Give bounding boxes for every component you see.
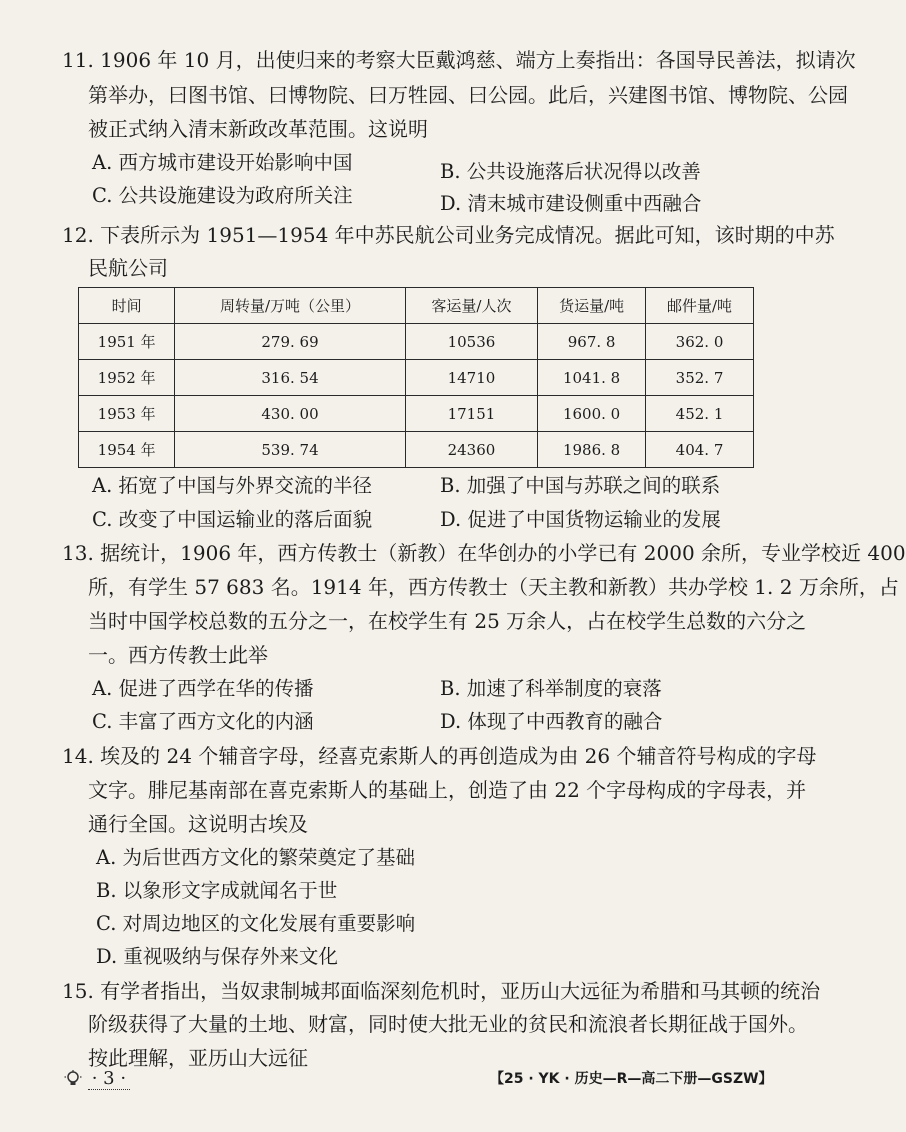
table-cell: 1951 年 (79, 324, 175, 360)
q13-option-c[interactable]: C. 丰富了西方文化的内涵 (92, 710, 314, 733)
table-cell: 17151 (405, 396, 537, 432)
q11-line-2: 第举办，曰图书馆、曰博物院、曰万牲园、曰公园。此后，兴建图书馆、博物院、公园 (88, 83, 848, 107)
airline-business-table (78, 287, 754, 468)
q11-option-a[interactable]: A. 西方城市建设开始影响中国 (92, 151, 353, 174)
table-cell: 316. 54 (175, 360, 405, 396)
table-cell: 24360 (405, 432, 537, 468)
q11-option-b[interactable]: B. 公共设施落后状况得以改善 (440, 160, 701, 183)
q11-option-c[interactable]: C. 公共设施建设为政府所关注 (92, 184, 353, 207)
table-header-cell: 货运量/吨 (538, 288, 646, 324)
q15-line-2: 阶级获得了大量的土地、财富，同时使大批无业的贫民和流浪者长期征战于国外。 (88, 1012, 808, 1036)
table-cell: 1952 年 (79, 360, 175, 396)
q12-line-1: 12. 下表所示为 1951—1954 年中苏民航公司业务完成情况。据此可知，该时期的中苏 (62, 223, 835, 247)
table-cell: 362. 0 (646, 324, 754, 360)
table-header-cell: 时间 (79, 288, 175, 324)
q15-line-1: 15. 有学者指出，当奴隶制城邦面临深刻危机时，亚历山大远征为希腊和马其顿的统治 (62, 979, 821, 1003)
q14-option-a[interactable]: A. 为后世西方文化的繁荣奠定了基础 (96, 846, 415, 869)
bulb-icon (64, 1070, 82, 1088)
table-header-cell: 邮件量/吨 (646, 288, 754, 324)
q13-line-2: 所，有学生 57 683 名。1914 年，西方传教士（天主教和新教）共办学校 1. 2 万余所，占 (88, 575, 899, 599)
table-cell: 1953 年 (79, 396, 175, 432)
table-cell: 430. 00 (175, 396, 405, 432)
table-row (79, 360, 754, 396)
exam-code: 【25 · YK · 历史—R—高二下册—GSZW】 (490, 1071, 773, 1087)
table-cell: 352. 7 (646, 360, 754, 396)
table-cell: 452. 1 (646, 396, 754, 432)
q12-option-d[interactable]: D. 促进了中国货物运输业的发展 (440, 508, 721, 531)
q13-option-d[interactable]: D. 体现了中西教育的融合 (440, 710, 663, 733)
table-cell: 14710 (405, 360, 537, 396)
q14-option-c[interactable]: C. 对周边地区的文化发展有重要影响 (96, 912, 416, 935)
q14-line-3: 通行全国。这说明古埃及 (88, 812, 308, 836)
q11-line-1: 11. 1906 年 10 月，出使归来的考察大臣戴鸿慈、端方上奏指出：各国导民善法，拟请次 (62, 48, 856, 72)
page-number (64, 1068, 130, 1090)
q13-option-b[interactable]: B. 加速了科举制度的衰落 (440, 677, 662, 700)
table-cell: 539. 74 (175, 432, 405, 468)
q12-option-c[interactable]: C. 改变了中国运输业的落后面貌 (92, 508, 373, 531)
table-cell: 1954 年 (79, 432, 175, 468)
q11-option-d[interactable]: D. 清末城市建设侧重中西融合 (440, 192, 702, 215)
q14-line-2: 文字。腓尼基南部在喜克索斯人的基础上，创造了由 22 个字母构成的字母表，并 (88, 778, 807, 802)
table-row (79, 324, 754, 360)
table-header-cell: 周转量/万吨（公里） (175, 288, 405, 324)
q12-line-2: 民航公司 (88, 256, 168, 280)
table-header-row (79, 288, 754, 324)
page-number-text: · 3 · (88, 1068, 130, 1090)
q13-line-1: 13. 据统计，1906 年，西方传教士（新教）在华创办的小学已有 2000 余所，专业学校近 400 (62, 541, 906, 565)
table-cell: 10536 (405, 324, 537, 360)
q13-option-a[interactable]: A. 促进了西学在华的传播 (92, 677, 314, 700)
q14-option-d[interactable]: D. 重视吸纳与保存外来文化 (96, 945, 338, 968)
q13-line-4: 一。西方传教士此举 (88, 643, 268, 667)
table-cell: 1041. 8 (538, 360, 646, 396)
q11-line-3: 被正式纳入清末新政改革范围。这说明 (88, 117, 428, 141)
table-cell: 967. 8 (538, 324, 646, 360)
table-row (79, 396, 754, 432)
table-cell: 1600. 0 (538, 396, 646, 432)
q12-option-b[interactable]: B. 加强了中国与苏联之间的联系 (440, 474, 721, 497)
q14-line-1: 14. 埃及的 24 个辅音字母，经喜克索斯人的再创造成为由 26 个辅音符号构成的字母 (62, 744, 817, 768)
q14-option-b[interactable]: B. 以象形文字成就闻名于世 (96, 879, 338, 902)
table-row (79, 432, 754, 468)
table-cell: 279. 69 (175, 324, 405, 360)
q15-line-3: 按此理解，亚历山大远征 (88, 1046, 308, 1070)
table-cell: 1986. 8 (538, 432, 646, 468)
table-header-cell: 客运量/人次 (405, 288, 537, 324)
q12-option-a[interactable]: A. 拓宽了中国与外界交流的半径 (92, 474, 372, 497)
q13-line-3: 当时中国学校总数的五分之一，在校学生有 25 万余人，占在校学生总数的六分之 (88, 609, 807, 633)
table-cell: 404. 7 (646, 432, 754, 468)
